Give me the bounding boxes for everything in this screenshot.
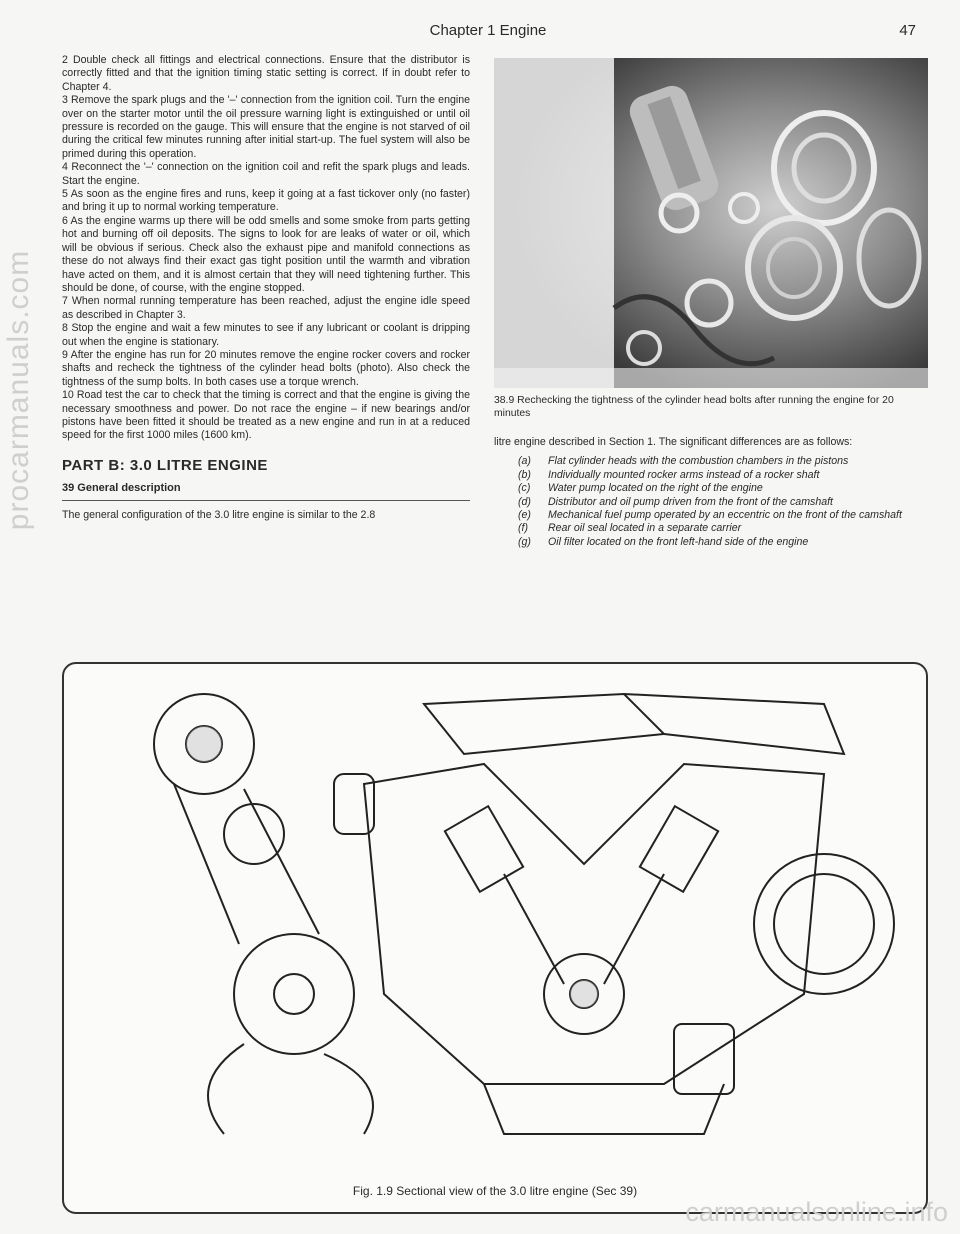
list-item: (d) Distributor and oil pump driven from the front of the camshaft [518, 495, 833, 508]
paragraph-step-3: 3 Remove the spark plugs and the '–' connection from the ignition coil. Turn the engine over on the starter motor until the oil pressure warning light is extinguished or until oil pressure is recorded on the gauge. This will ensure that the engine is not starved of oil during the critical few minutes running after initial start-up. The fuel system will also be primed during this operation. [62, 94, 470, 160]
paragraph-step-7: 7 When normal running temperature has been reached, adjust the engine idle speed as described in Chapter 3. [62, 295, 470, 321]
list-item: (g) Oil filter located on the front left-hand side of the engine [518, 535, 809, 548]
paragraph-step-6: 6 As the engine warms up there will be odd smells and some smoke from parts getting hot and burning off oil deposits. The signs to look for are leaks of water or oil, which will be obvious if serious. Check also the exhaust pipe and manifold connections as these do not always find their exact gas tight position until the warmth and vibration have acted on them, and it is almost certain that they will need tightening further. This should be done, of course, with the engine stopped. [62, 214, 470, 294]
list-item: (e) Mechanical fuel pump operated by an eccentric on the front of the camshaft [518, 509, 902, 522]
part-heading: PART B: 3.0 LITRE ENGINE [62, 456, 268, 474]
paragraph-step-8: 8 Stop the engine and wait a few minutes to see if any lubricant or coolant is dripping out when the engine is stationary. [62, 322, 470, 348]
paragraph-step-9: 9 After the engine has run for 20 minutes remove the engine rocker covers and rocker shafts and recheck the tightness of the cylinder head bolts (photo). Also check the tightness of the sump bolts. In both cases use a torque wrench. [62, 348, 470, 388]
bottom-watermark: carmanualsonline.info [685, 1197, 948, 1227]
engine-sectional-drawing [64, 664, 926, 1164]
figure-caption: Fig. 1.9 Sectional view of the 3.0 litre engine (Sec 39) [352, 1184, 638, 1198]
side-watermark: procarmanuals.com [2, 249, 35, 531]
photo-image [494, 58, 928, 388]
differences-intro: litre engine described in Section 1. The significant differences are as follows: [494, 436, 853, 448]
list-item: (f) Rear oil seal located in a separate carrier [518, 522, 742, 535]
engine-figure [62, 662, 928, 1214]
paragraph-step-2: 2 Double check all fittings and electrical connections. Ensure that the distributor is correctly fitted and that the ignition timing static setting is correct. If in doubt refer to Chapter 4. [62, 54, 470, 93]
paragraph-step-4: 4 Reconnect the '–' connection on the ignition coil and refit the spark plugs and leads. Start the engine. [62, 161, 470, 187]
list-item: (b) Individually mounted rocker arms instead of a rocker shaft [518, 468, 820, 481]
paragraph-step-10: 10 Road test the car to check that the timing is correct and that the engine is giving the necessary smoothness and power. Do not race the engine – if new bearings and/or pistons have been fitted it should be treated as a new engine and run in at a reduced speed for the first 1000 miles (1600 km). [62, 389, 470, 442]
paragraph-step-5: 5 As soon as the engine fires and runs, keep it going at a fast tickover only (no faster) and bring it up to normal working temperature. [62, 188, 470, 214]
cylinder-head-photo [494, 58, 928, 388]
left-column [62, 54, 470, 522]
chapter-title: Chapter 1 Engine [429, 22, 547, 39]
section-heading: 39 General description [62, 482, 470, 500]
list-item: (a) Flat cylinder heads with the combustion chambers in the pistons [518, 455, 849, 468]
page-number: 47 [899, 22, 916, 39]
list-item: (c) Water pump located on the right of the engine [518, 482, 763, 495]
differences-list [494, 455, 928, 549]
page-header [60, 22, 916, 52]
section-intro: The general configuration of the 3.0 litre engine is similar to the 2.8 [62, 508, 376, 521]
right-column [494, 436, 928, 549]
photo-caption: 38.9 Rechecking the tightness of the cylinder head bolts after running the engine for 20 minutes [494, 395, 894, 419]
